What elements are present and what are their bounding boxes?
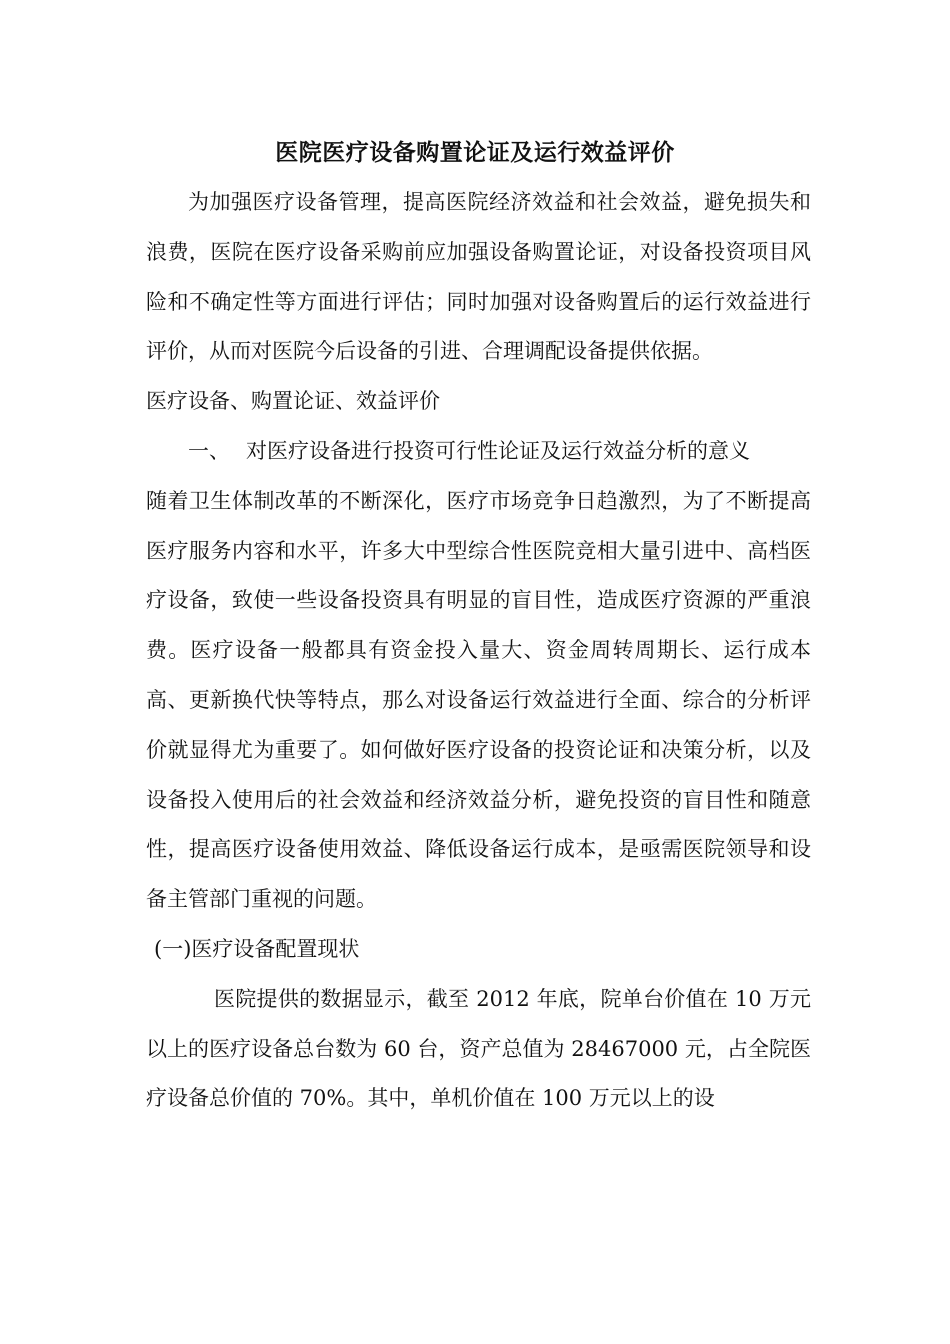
subsection-heading: (一)医疗设备配置现状 <box>154 936 360 961</box>
body-paragraph: 随着卫生体制改革的不断深化，医疗市场竞争日趋激烈，为了不断提高医疗服务内容和水平，许多大中型综合性医院竞相大量引进中、高档医疗设备，致使一些设备投资具有明显的盲目性，造成医疗资源的严重浪费。医疗设备一般都具有资金投入量大、资金周转周期长、运行成本高、更新换代快等特点，那么对设备运行效益进行全面、综合的分析评价就显得尤为重要了。如何做好医疗设备的投资论证和决策分析，以及设备投入使用后的社会效益和经济效益分析，避免投资的盲目性和随意性，提高医疗设备使用效益、降低设备运行成本，是亟需医院领导和设备主管部门重视的问题。 <box>146 488 811 912</box>
section-heading <box>146 427 811 477</box>
keywords-line: 医疗设备、购置论证、效益评价 <box>146 389 440 414</box>
section-title: 对医疗设备进行投资可行性论证及运行效益分析的意义 <box>246 438 750 463</box>
document-title: 医院医疗设备购置论证及运行效益评价 <box>275 139 675 166</box>
document-body <box>146 178 811 1124</box>
section-number: 一、 <box>188 438 230 463</box>
body-paragraph-data: 医院提供的数据显示，截至 2012 年底，院单台价值在 10 万元以上的医疗设备总台数为 60 台，资产总值为 28467000 元，占全院医疗设备总价值的 70%。其中，单机价值在 100 万元以上的设 <box>146 986 811 1111</box>
intro-paragraph: 为加强医疗设备管理，提高医院经济效益和社会效益，避免损失和浪费，医院在医疗设备采购前应加强设备购置论证，对设备投资项目风险和不确定性等方面进行评估；同时加强对设备购置后的运行效益进行评价，从而对医院今后设备的引进、合理调配设备提供依据。 <box>146 190 811 364</box>
